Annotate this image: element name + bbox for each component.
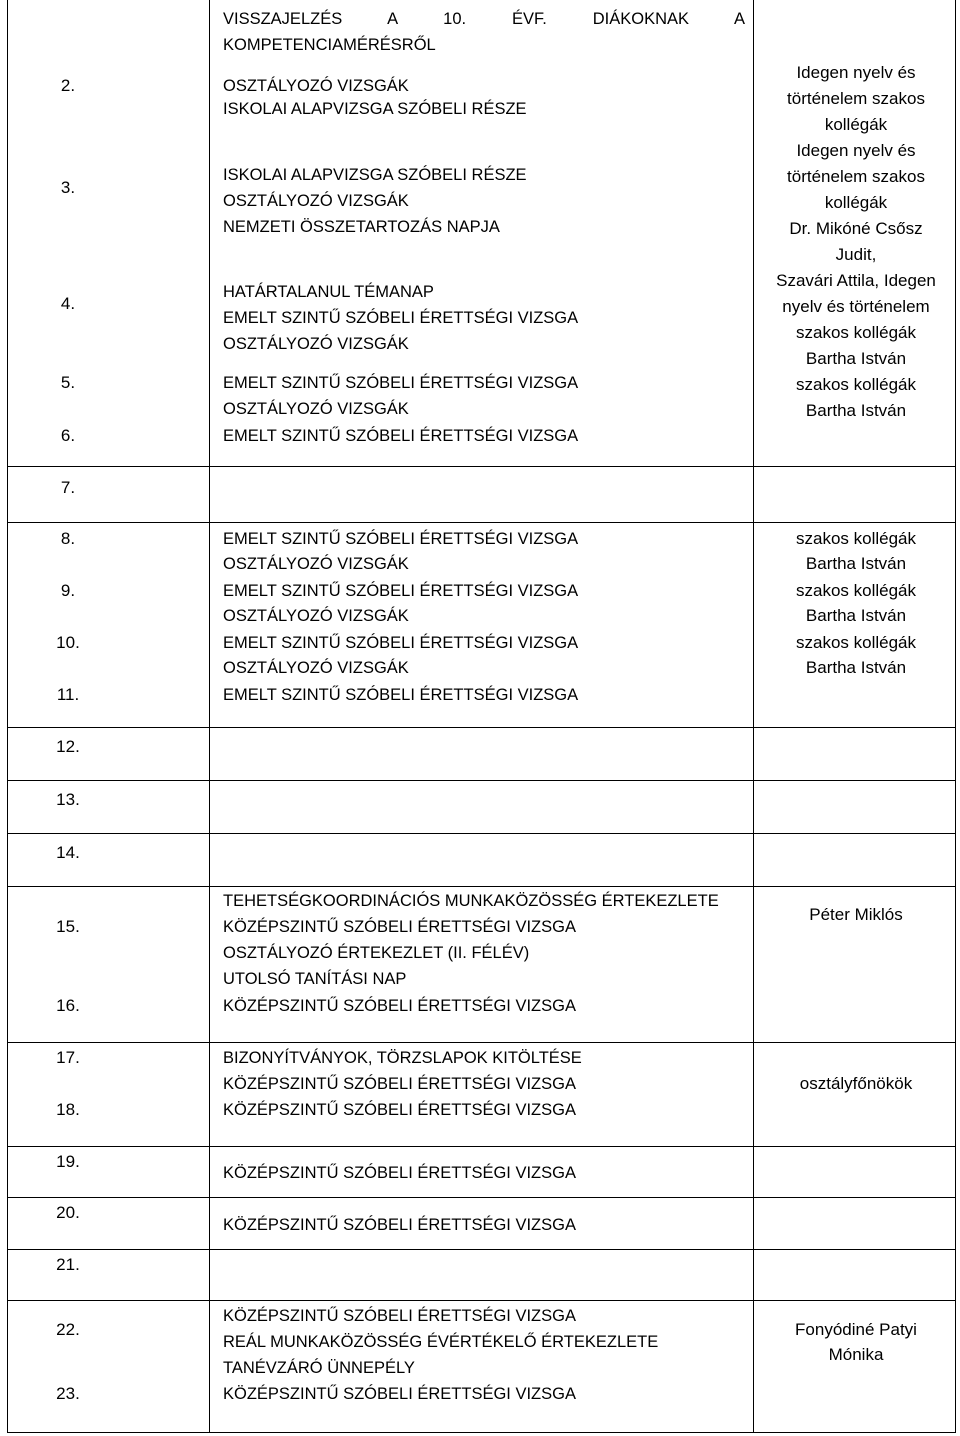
responsible-line: Idegen nyelv és <box>796 141 916 160</box>
day-number: 14. <box>56 843 80 862</box>
event-line: KÖZÉPSZINTŰ SZÓBELI ÉRETTSÉGI VIZSGA <box>223 1075 576 1093</box>
responsible-line: Judit, <box>835 245 877 264</box>
intro-event-line: VISSZAJELZÉS A 10. ÉVF. DIÁKOKNAK A <box>223 10 745 28</box>
event-line: ISKOLAI ALAPVIZSGA SZÓBELI RÉSZE <box>223 166 527 184</box>
responsible-line: szakos kollégák <box>795 529 916 548</box>
event-line: OSZTÁLYOZÓ VIZSGÁK <box>223 555 409 573</box>
row-divider <box>8 727 955 728</box>
day-number: 9. <box>60 581 76 600</box>
day-number: 18. <box>56 1100 80 1119</box>
event-line: EMELT SZINTŰ SZÓBELI ÉRETTSÉGI VIZSGA <box>223 634 579 652</box>
day-number: 19. <box>56 1152 80 1171</box>
row-divider <box>8 1042 955 1043</box>
row-divider <box>8 886 955 887</box>
day-number: 6. <box>60 426 76 445</box>
responsible-line: Bartha István <box>805 658 907 677</box>
responsible-line: Bartha István <box>805 349 907 368</box>
row-divider <box>8 780 955 781</box>
responsible-line: szakos kollégák <box>795 581 916 600</box>
event-line: OSZTÁLYOZÓ VIZSGÁK <box>223 400 409 418</box>
event-line: KÖZÉPSZINTŰ SZÓBELI ÉRETTSÉGI VIZSGA <box>223 1385 576 1403</box>
day-number: 17. <box>56 1048 80 1067</box>
day-number: 16. <box>56 996 80 1015</box>
day-number: 5. <box>60 373 76 392</box>
event-line: TANÉVZÁRÓ ÜNNEPÉLY <box>223 1359 415 1377</box>
event-line: BIZONYÍTVÁNYOK, TÖRZSLAPOK KITÖLTÉSE <box>223 1049 582 1067</box>
column-divider-date <box>209 0 210 1432</box>
event-line: OSZTÁLYOZÓ VIZSGÁK <box>223 335 409 353</box>
event-line: OSZTÁLYOZÓ VIZSGÁK <box>223 192 409 210</box>
row-divider <box>8 1300 955 1301</box>
responsible-line: Mónika <box>828 1345 884 1364</box>
day-number: 2. <box>60 76 76 95</box>
row-divider <box>8 1146 955 1147</box>
column-divider-responsible <box>753 0 754 1432</box>
intro-event-line: KOMPETENCIAMÉRÉSRŐL <box>223 36 436 54</box>
event-line: UTOLSÓ TANÍTÁSI NAP <box>223 970 407 988</box>
responsible-line: Idegen nyelv és <box>796 63 916 82</box>
event-line: KÖZÉPSZINTŰ SZÓBELI ÉRETTSÉGI VIZSGA <box>223 1216 576 1234</box>
responsible-line: szakos kollégák <box>795 633 916 652</box>
day-number: 15. <box>56 917 80 936</box>
day-number: 22. <box>56 1320 80 1339</box>
responsible-line: Bartha István <box>805 606 907 625</box>
row-divider <box>8 1249 955 1250</box>
day-number: 12. <box>56 737 80 756</box>
responsible-line: történelem szakos <box>787 167 925 186</box>
responsible-line: szakos kollégák <box>795 375 916 394</box>
row-divider <box>8 522 955 523</box>
responsible-line: Fonyódiné Patyi <box>795 1320 917 1339</box>
day-number: 23. <box>56 1384 80 1403</box>
event-line: OSZTÁLYOZÓ VIZSGÁK <box>223 659 409 677</box>
day-number: 20. <box>56 1203 80 1222</box>
event-line: EMELT SZINTŰ SZÓBELI ÉRETTSÉGI VIZSGA <box>223 374 579 392</box>
event-line: EMELT SZINTŰ SZÓBELI ÉRETTSÉGI VIZSGA <box>223 686 579 704</box>
event-line: TEHETSÉGKOORDINÁCIÓS MUNKAKÖZÖSSÉG ÉRTEKEZLETE <box>223 892 719 910</box>
responsible-line: Bartha István <box>805 401 907 420</box>
event-line: OSZTÁLYOZÓ ÉRTEKEZLET (II. FÉLÉV) <box>223 944 530 962</box>
event-line: ISKOLAI ALAPVIZSGA SZÓBELI RÉSZE <box>223 100 527 118</box>
row-divider <box>8 466 955 467</box>
event-line: REÁL MUNKAKÖZÖSSÉG ÉVÉRTÉKELŐ ÉRTEKEZLETE <box>223 1333 659 1351</box>
event-line: OSZTÁLYOZÓ VIZSGÁK <box>223 77 409 95</box>
event-line: KÖZÉPSZINTŰ SZÓBELI ÉRETTSÉGI VIZSGA <box>223 1101 576 1119</box>
responsible-line: osztályfőnökök <box>799 1074 913 1093</box>
event-line: EMELT SZINTŰ SZÓBELI ÉRETTSÉGI VIZSGA <box>223 427 579 445</box>
day-number: 11. <box>56 685 80 704</box>
responsible-line: Dr. Mikóné Csősz <box>789 219 923 238</box>
responsible-line: történelem szakos <box>787 89 925 108</box>
responsible-line: Bartha István <box>805 554 907 573</box>
event-line: NEMZETI ÖSSZETARTOZÁS NAPJA <box>223 218 500 236</box>
event-line: KÖZÉPSZINTŰ SZÓBELI ÉRETTSÉGI VIZSGA <box>223 1164 576 1182</box>
event-line: EMELT SZINTŰ SZÓBELI ÉRETTSÉGI VIZSGA <box>223 582 579 600</box>
responsible-line: Szavári Attila, Idegen <box>776 271 936 290</box>
event-line: KÖZÉPSZINTŰ SZÓBELI ÉRETTSÉGI VIZSGA <box>223 918 576 936</box>
responsible-line: kollégák <box>824 115 888 134</box>
responsible-line: nyelv és történelem <box>782 297 930 316</box>
day-number: 7. <box>60 478 76 497</box>
day-number: 4. <box>60 294 76 313</box>
event-line: KÖZÉPSZINTŰ SZÓBELI ÉRETTSÉGI VIZSGA <box>223 1307 576 1325</box>
event-line: OSZTÁLYOZÓ VIZSGÁK <box>223 607 409 625</box>
row-divider <box>8 1197 955 1198</box>
day-number: 13. <box>56 790 80 809</box>
day-number: 10. <box>56 633 80 652</box>
day-number: 3. <box>60 178 76 197</box>
responsible-line: Péter Miklós <box>809 905 903 924</box>
event-line: KÖZÉPSZINTŰ SZÓBELI ÉRETTSÉGI VIZSGA <box>223 997 576 1015</box>
event-line: EMELT SZINTŰ SZÓBELI ÉRETTSÉGI VIZSGA <box>223 309 579 327</box>
event-line: HATÁRTALANUL TÉMANAP <box>223 283 434 301</box>
event-line: EMELT SZINTŰ SZÓBELI ÉRETTSÉGI VIZSGA <box>223 530 579 548</box>
day-number: 21. <box>56 1255 80 1274</box>
responsible-line: szakos kollégák <box>795 323 916 342</box>
day-number: 8. <box>60 529 76 548</box>
schedule-table <box>7 0 956 1433</box>
row-divider <box>8 833 955 834</box>
responsible-line: kollégák <box>824 193 888 212</box>
